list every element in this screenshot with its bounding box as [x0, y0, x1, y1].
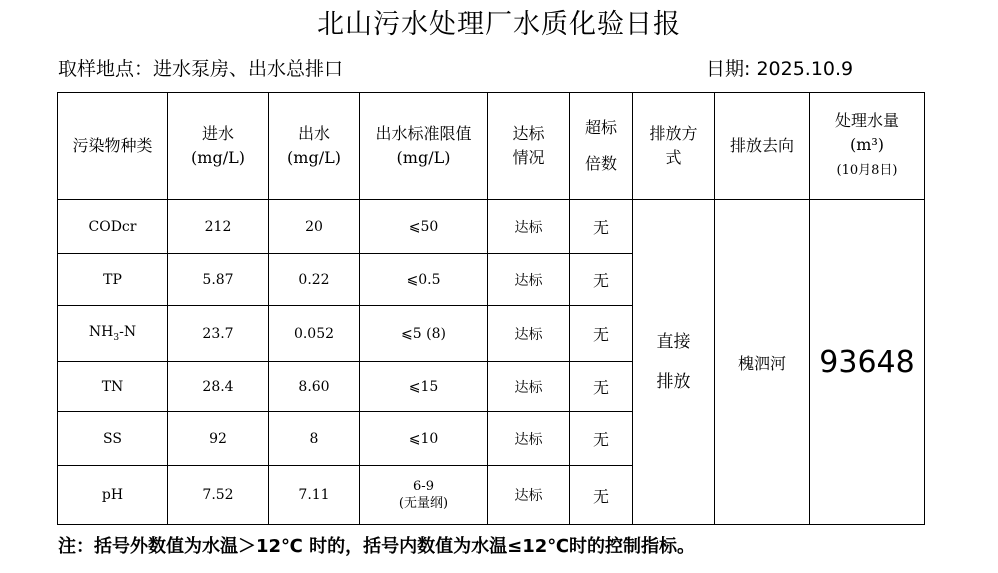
- sampling-location: 取样地点：进水泵房、出水总排口: [58, 58, 344, 80]
- header-volume: 处理水量 (m³) (10月8日): [810, 93, 925, 200]
- pollutant-name: SS: [58, 412, 168, 466]
- effluent-value: 8.60: [269, 362, 360, 412]
- pollutant-name: CODcr: [58, 200, 168, 254]
- exceed-value: 无: [570, 466, 633, 525]
- compliance-status: 达标: [488, 362, 570, 412]
- header-pollutant: 污染物种类: [58, 93, 168, 200]
- header-influent: 进水 (mg/L): [168, 93, 269, 200]
- limit-value: ⩽0.5: [360, 254, 488, 306]
- exceed-value: 无: [570, 200, 633, 254]
- header-compliance: 达标 情况: [488, 93, 570, 200]
- pollutant-name: $NH_3-N$: [58, 306, 168, 362]
- exceed-value: 无: [570, 306, 633, 362]
- effluent-value: 8: [269, 412, 360, 466]
- influent-value: 7.52: [168, 466, 269, 525]
- pollutant-name: pH: [58, 466, 168, 525]
- discharge-method: 直接 排放: [633, 200, 715, 525]
- effluent-value: 0.052: [269, 306, 360, 362]
- effluent-value: 0.22: [269, 254, 360, 306]
- compliance-status: 达标: [488, 412, 570, 466]
- exceed-value: 无: [570, 412, 633, 466]
- pollutant-name: TP: [58, 254, 168, 306]
- header-discharge-method: 排放方 式: [633, 93, 715, 200]
- influent-value: 5.87: [168, 254, 269, 306]
- header-limit: 出水标准限值 (mg/L): [360, 93, 488, 200]
- influent-value: 212: [168, 200, 269, 254]
- footnote: 注：括号外数值为水温＞12℃ 时的，括号内数值为水温≤12℃时的控制指标。: [58, 536, 696, 557]
- report-title: 北山污水处理厂水质化验日报: [317, 9, 681, 40]
- limit-value: ⩽50: [360, 200, 488, 254]
- limit-value: ⩽10: [360, 412, 488, 466]
- effluent-value: 20: [269, 200, 360, 254]
- compliance-status: 达标: [488, 200, 570, 254]
- header-discharge-destination: 排放去向: [715, 93, 810, 200]
- compliance-status: 达标: [488, 466, 570, 525]
- effluent-value: 7.11: [269, 466, 360, 525]
- exceed-value: 无: [570, 362, 633, 412]
- exceed-value: 无: [570, 254, 633, 306]
- influent-value: 28.4: [168, 362, 269, 412]
- report-date: 日期: 2025.10.9: [706, 58, 854, 80]
- limit-value: 6-9 (无量纲): [360, 466, 488, 525]
- limit-value: ⩽15: [360, 362, 488, 412]
- influent-value: 92: [168, 412, 269, 466]
- table-row: [58, 200, 925, 254]
- compliance-status: 达标: [488, 254, 570, 306]
- header-exceed: 超标 倍数: [570, 93, 633, 200]
- compliance-status: 达标: [488, 306, 570, 362]
- header-effluent: 出水 (mg/L): [269, 93, 360, 200]
- pollutant-name: TN: [58, 362, 168, 412]
- header-row: [58, 93, 925, 200]
- influent-value: 23.7: [168, 306, 269, 362]
- limit-value: ⩽5 (8): [360, 306, 488, 362]
- treated-volume: 93648: [810, 200, 925, 525]
- discharge-destination: 槐泗河: [715, 200, 810, 525]
- water-quality-table: [57, 92, 925, 525]
